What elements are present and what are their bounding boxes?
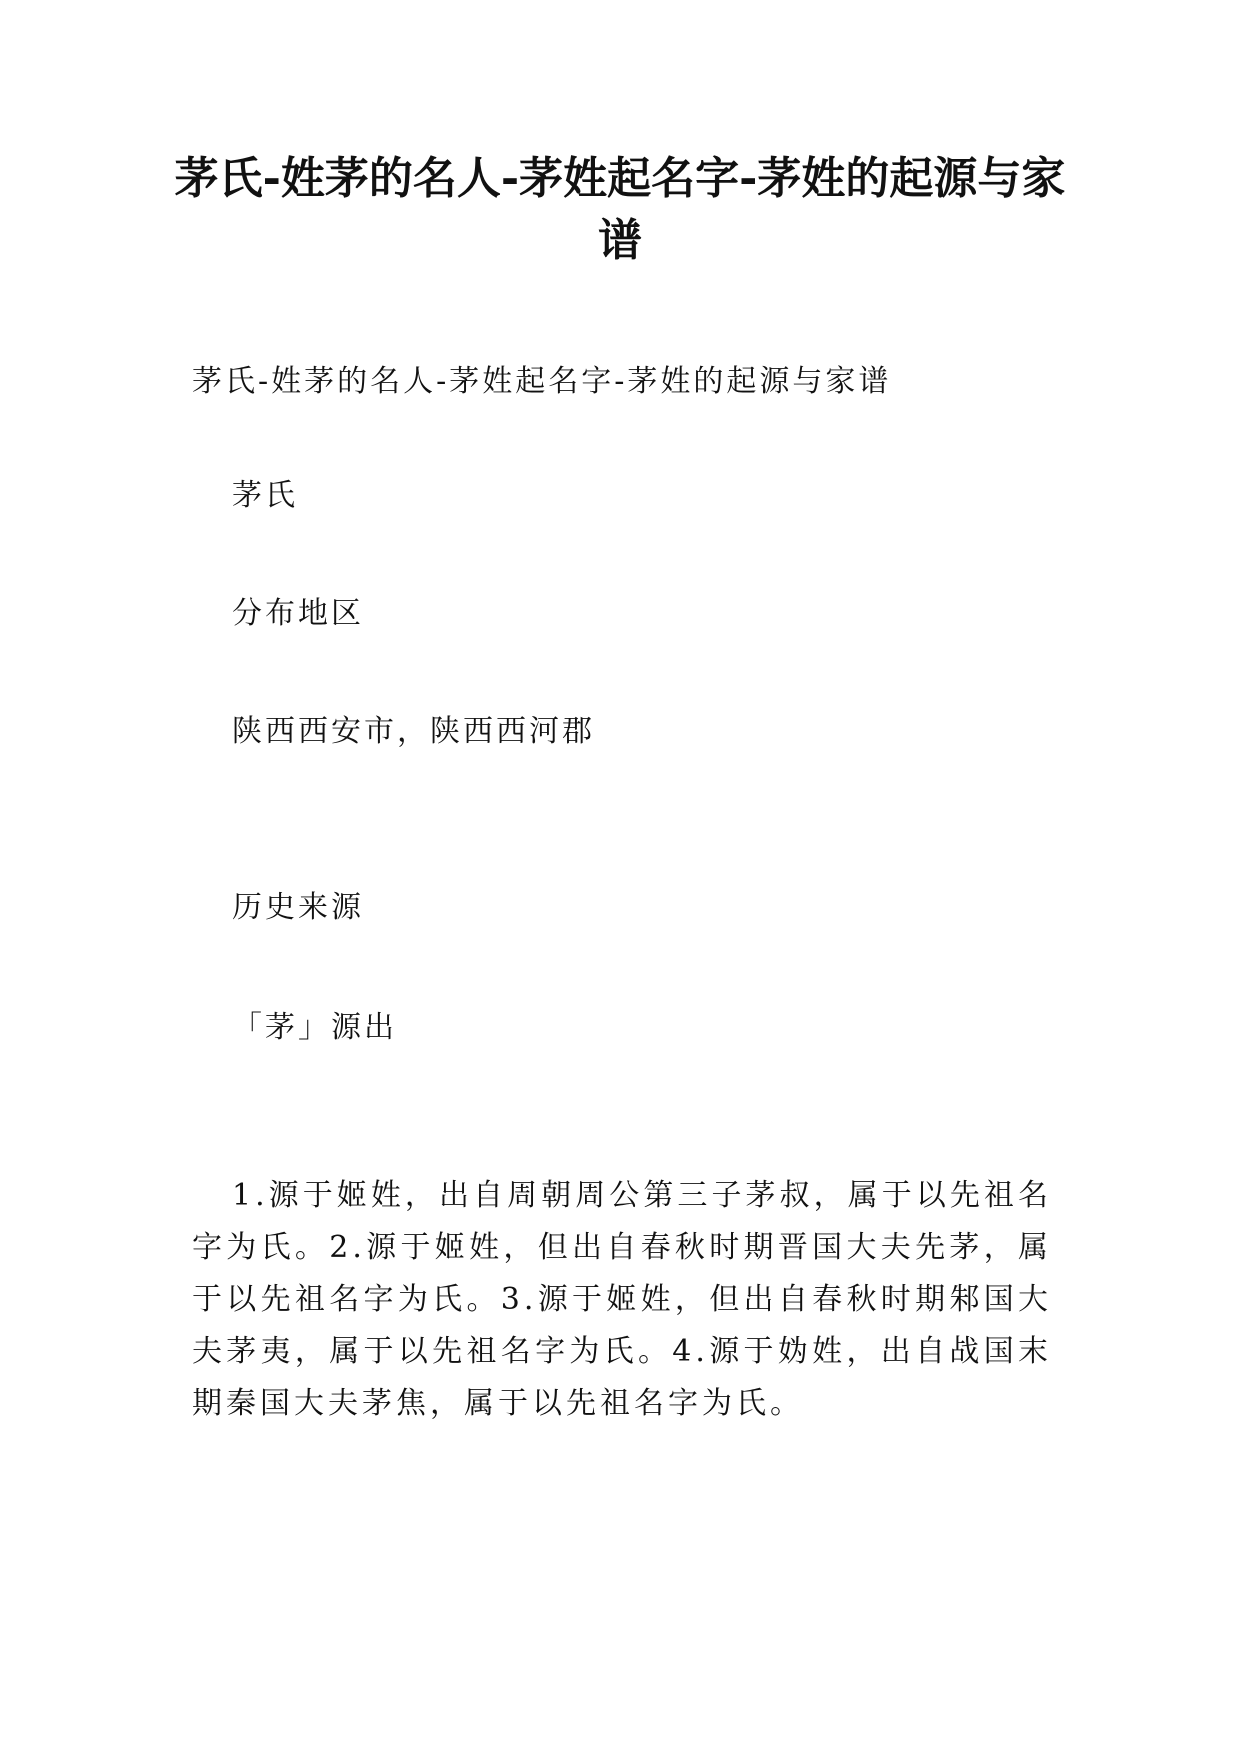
section-history-heading: 历史来源	[232, 890, 364, 925]
document-title: 茅氏-姓茅的名人-茅姓起名字-茅姓的起源与家谱	[174, 153, 1066, 266]
document-subtitle: 茅氏-姓茅的名人-茅姓起名字-茅姓的起源与家谱	[192, 364, 892, 399]
section-surname: 茅氏	[232, 478, 298, 513]
section-distribution-value: 陕西西安市，陕西西河郡	[232, 714, 595, 749]
origin-paragraph: 1.源于姬姓，出自周朝周公第三子茅叔，属于以先祖名字为氏。2.源于姬姓，但出自春秋时期晋国大夫先茅，属于以先祖名字为氏。3.源于姬姓，但出自春秋时期邾国大夫茅夷，属于以先祖名字为氏。4.源于妫姓，出自战国末期秦国大夫茅焦，属于以先祖名字为氏。	[192, 1178, 1052, 1421]
section-origin-heading: 「茅」源出	[232, 1010, 397, 1045]
section-distribution-heading: 分布地区	[232, 596, 364, 631]
